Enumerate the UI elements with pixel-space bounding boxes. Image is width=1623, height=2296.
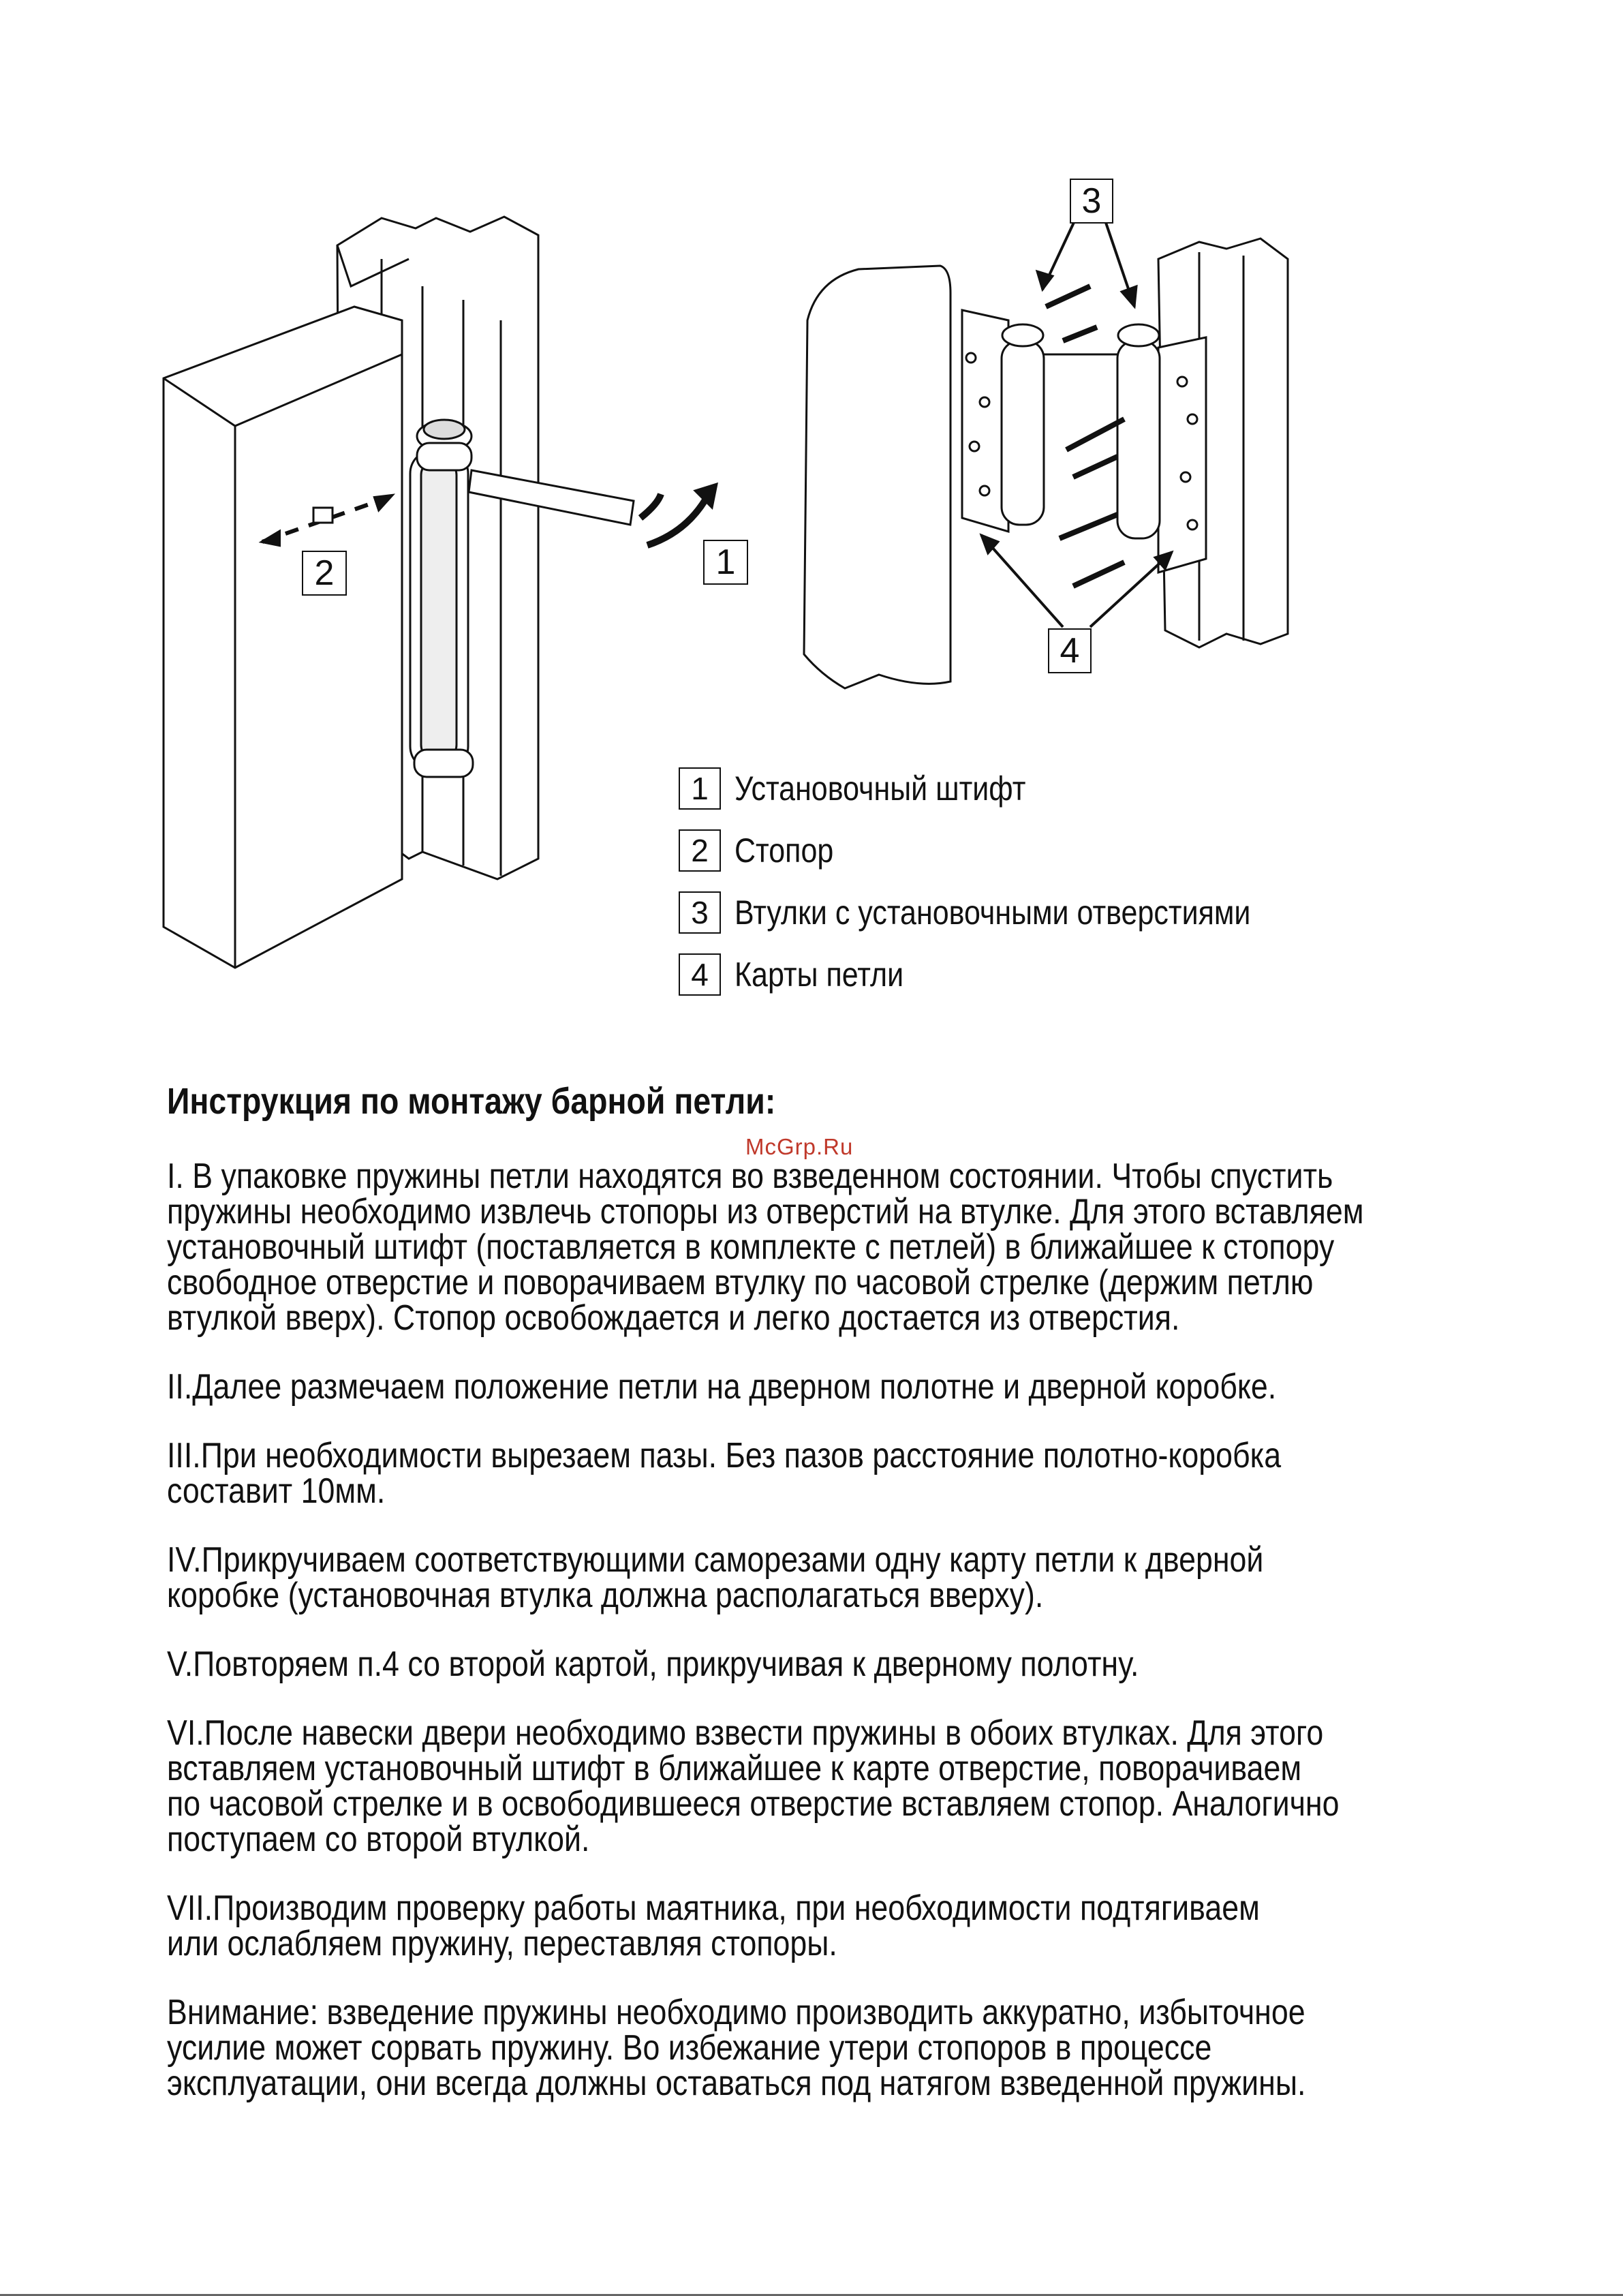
page-title: Инструкция по монтажу барной петли: [167, 1081, 776, 1122]
callout-label-2: 2 [302, 551, 347, 596]
callout-label-3: 3 [1070, 179, 1113, 224]
text-line: II.Далее размечаем положение петли на дверном полотне и дверной коробке. [167, 1367, 1277, 1407]
legend-item [679, 890, 1496, 935]
text-line: усилие может сорвать пружину. Во избежание утери стопоров в процессе [167, 2028, 1212, 2068]
legend-number: 2 [679, 829, 721, 872]
callout-label-1: 1 [703, 540, 748, 585]
text-line: по часовой стрелке и в освободившееся отверстие вставляем стопор. Аналогично [167, 1784, 1340, 1824]
paragraph [167, 1715, 1623, 1857]
text-line: III.При необходимости вырезаем пазы. Без пазов расстояние полотно-коробка [167, 1436, 1282, 1475]
text-line: вставляем установочный штифт в ближайшее к карте отверстие, поворачиваем [167, 1749, 1302, 1788]
text-line: или ослабляем пружину, переставляя стопоры. [167, 1924, 837, 1963]
text-line: IV.Прикручиваем соответствующими саморезами одну карту петли к дверной [167, 1540, 1264, 1580]
paragraph [167, 1995, 1623, 2101]
paragraph [167, 1159, 1623, 1336]
legend-text: Установочный штифт [735, 769, 1026, 808]
text-line: установочный штифт (поставляется в комплекте с петлей) в ближайшее к стопору [167, 1227, 1335, 1267]
legend-item [679, 952, 1496, 997]
legend-text: Карты петли [735, 955, 904, 994]
paragraph [167, 1369, 1623, 1405]
paragraph [167, 1438, 1623, 1509]
legend-text: Втулки с установочными отверстиями [735, 893, 1251, 932]
instructions-body [167, 1159, 1623, 2134]
text-line: поступаем со второй втулкой. [167, 1820, 590, 1859]
text-line: втулкой вверх). Стопор освобождается и легко достается из отверстия. [167, 1298, 1180, 1338]
paragraph [167, 1542, 1623, 1613]
paragraph [167, 1644, 1623, 1684]
text-line: пружины необходимо извлечь стопоры из отверстий на втулке. Для этого вставляем [167, 1192, 1364, 1231]
legend [679, 766, 1496, 1014]
legend-item [679, 828, 1496, 873]
text-line: V.Повторяем п.4 со второй картой, прикручивая к дверному полотну. [167, 1644, 1139, 1684]
text-line: I. В упаковке пружины петли находятся во взведенном состоянии. Чтобы спустить [167, 1157, 1333, 1196]
legend-number: 4 [679, 953, 721, 996]
text-line: эксплуатации, они всегда должны оставаться под натягом взведенной пружины. [167, 2064, 1306, 2103]
legend-number: 1 [679, 767, 721, 810]
text-line: VI.После навески двери необходимо взвести пружины в обоих втулках. Для этого [167, 1713, 1324, 1753]
text-line: свободное отверстие и поворачиваем втулку по часовой стрелке (держим петлю [167, 1263, 1314, 1302]
text-line: Внимание: взведение пружины необходимо производить аккуратно, избыточное [167, 1993, 1305, 2032]
text-line: составит 10мм. [167, 1471, 386, 1511]
paragraph [167, 1888, 1623, 1963]
callout-label-4: 4 [1048, 628, 1092, 673]
watermark: McGrp.Ru [745, 1134, 854, 1159]
text-line: VII.Производим проверку работы маятника, при необходимости подтягиваем [167, 1888, 1260, 1928]
legend-item [679, 766, 1496, 811]
text-line: коробке (установочная втулка должна располагаться вверху). [167, 1576, 1044, 1615]
legend-number: 3 [679, 891, 721, 934]
legend-text: Стопор [735, 831, 834, 870]
